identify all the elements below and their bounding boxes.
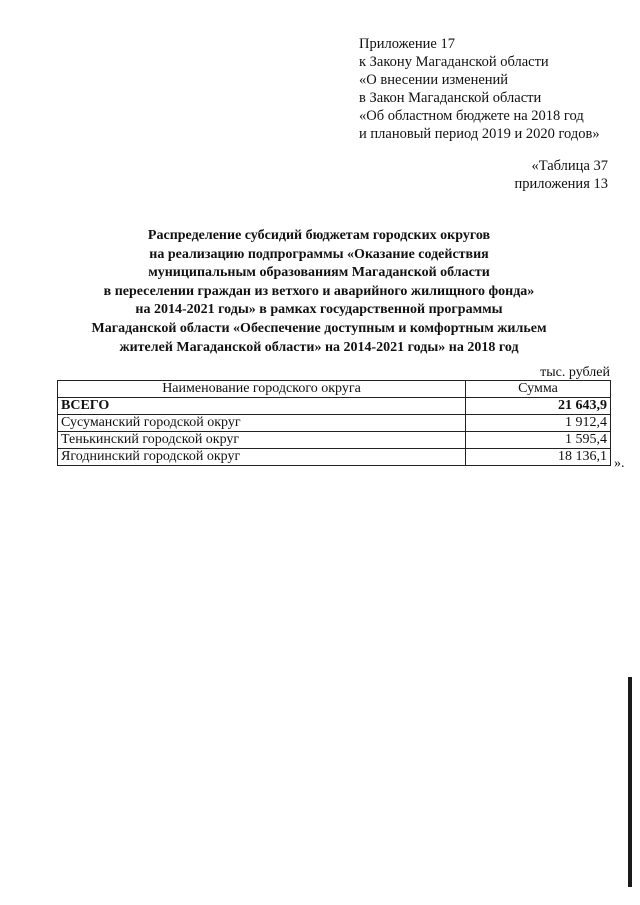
subsidy-table [57,380,611,466]
district-sum: 18 136,1 [466,449,611,466]
title-line: муниципальным образованиям Магаданской области [148,265,490,281]
appendix-line: в Закон Магаданской области [359,90,542,106]
district-sum: 1 595,4 [466,432,611,449]
table-reference [515,157,608,193]
table-row [58,432,611,449]
table-row [58,449,611,466]
header-sum: Сумма [466,381,611,398]
district-name: Тенькинский городской округ [58,432,466,449]
document-title [40,227,598,357]
appendix-line: к Закону Магаданской области [359,54,549,70]
header-name: Наименование городского округа [58,381,466,398]
table-ref-line: приложения 13 [514,176,608,192]
table-row-total [58,398,611,415]
title-line: на 2014-2021 годы» в рамках государственной программы [135,302,503,318]
title-line: на реализацию подпрограммы «Оказание содействия [149,246,489,262]
total-sum: 21 643,9 [466,398,611,415]
table-ref-line: «Таблица 37 [531,158,608,174]
appendix-line: «Об областном бюджете на 2018 год [359,108,584,124]
appendix-line: «О внесении изменений [359,72,509,88]
district-name: Сусуманский городской округ [58,415,466,432]
appendix-line: и плановый период 2019 и 2020 годов» [359,126,600,142]
district-sum: 1 912,4 [466,415,611,432]
appendix-line: Приложение 17 [359,36,455,52]
closing-quote: ». [614,456,625,471]
appendix-header [359,35,634,143]
title-line: Магаданской области «Обеспечение доступным и комфортным жильем [91,320,547,336]
title-line: жителей Магаданской области» на 2014-2021 годы» на 2018 год [119,339,519,355]
table-header-row [58,381,611,398]
total-label: ВСЕГО [58,398,466,415]
district-name: Ягоднинский городской округ [58,449,466,466]
scan-edge-mark [628,677,632,887]
units-label: тыс. рублей [540,365,610,380]
title-line: в переселении граждан из ветхого и аварийного жилищного фонда» [103,283,535,299]
table-row [58,415,611,432]
title-line: Распределение субсидий бюджетам городских округов [147,228,491,243]
